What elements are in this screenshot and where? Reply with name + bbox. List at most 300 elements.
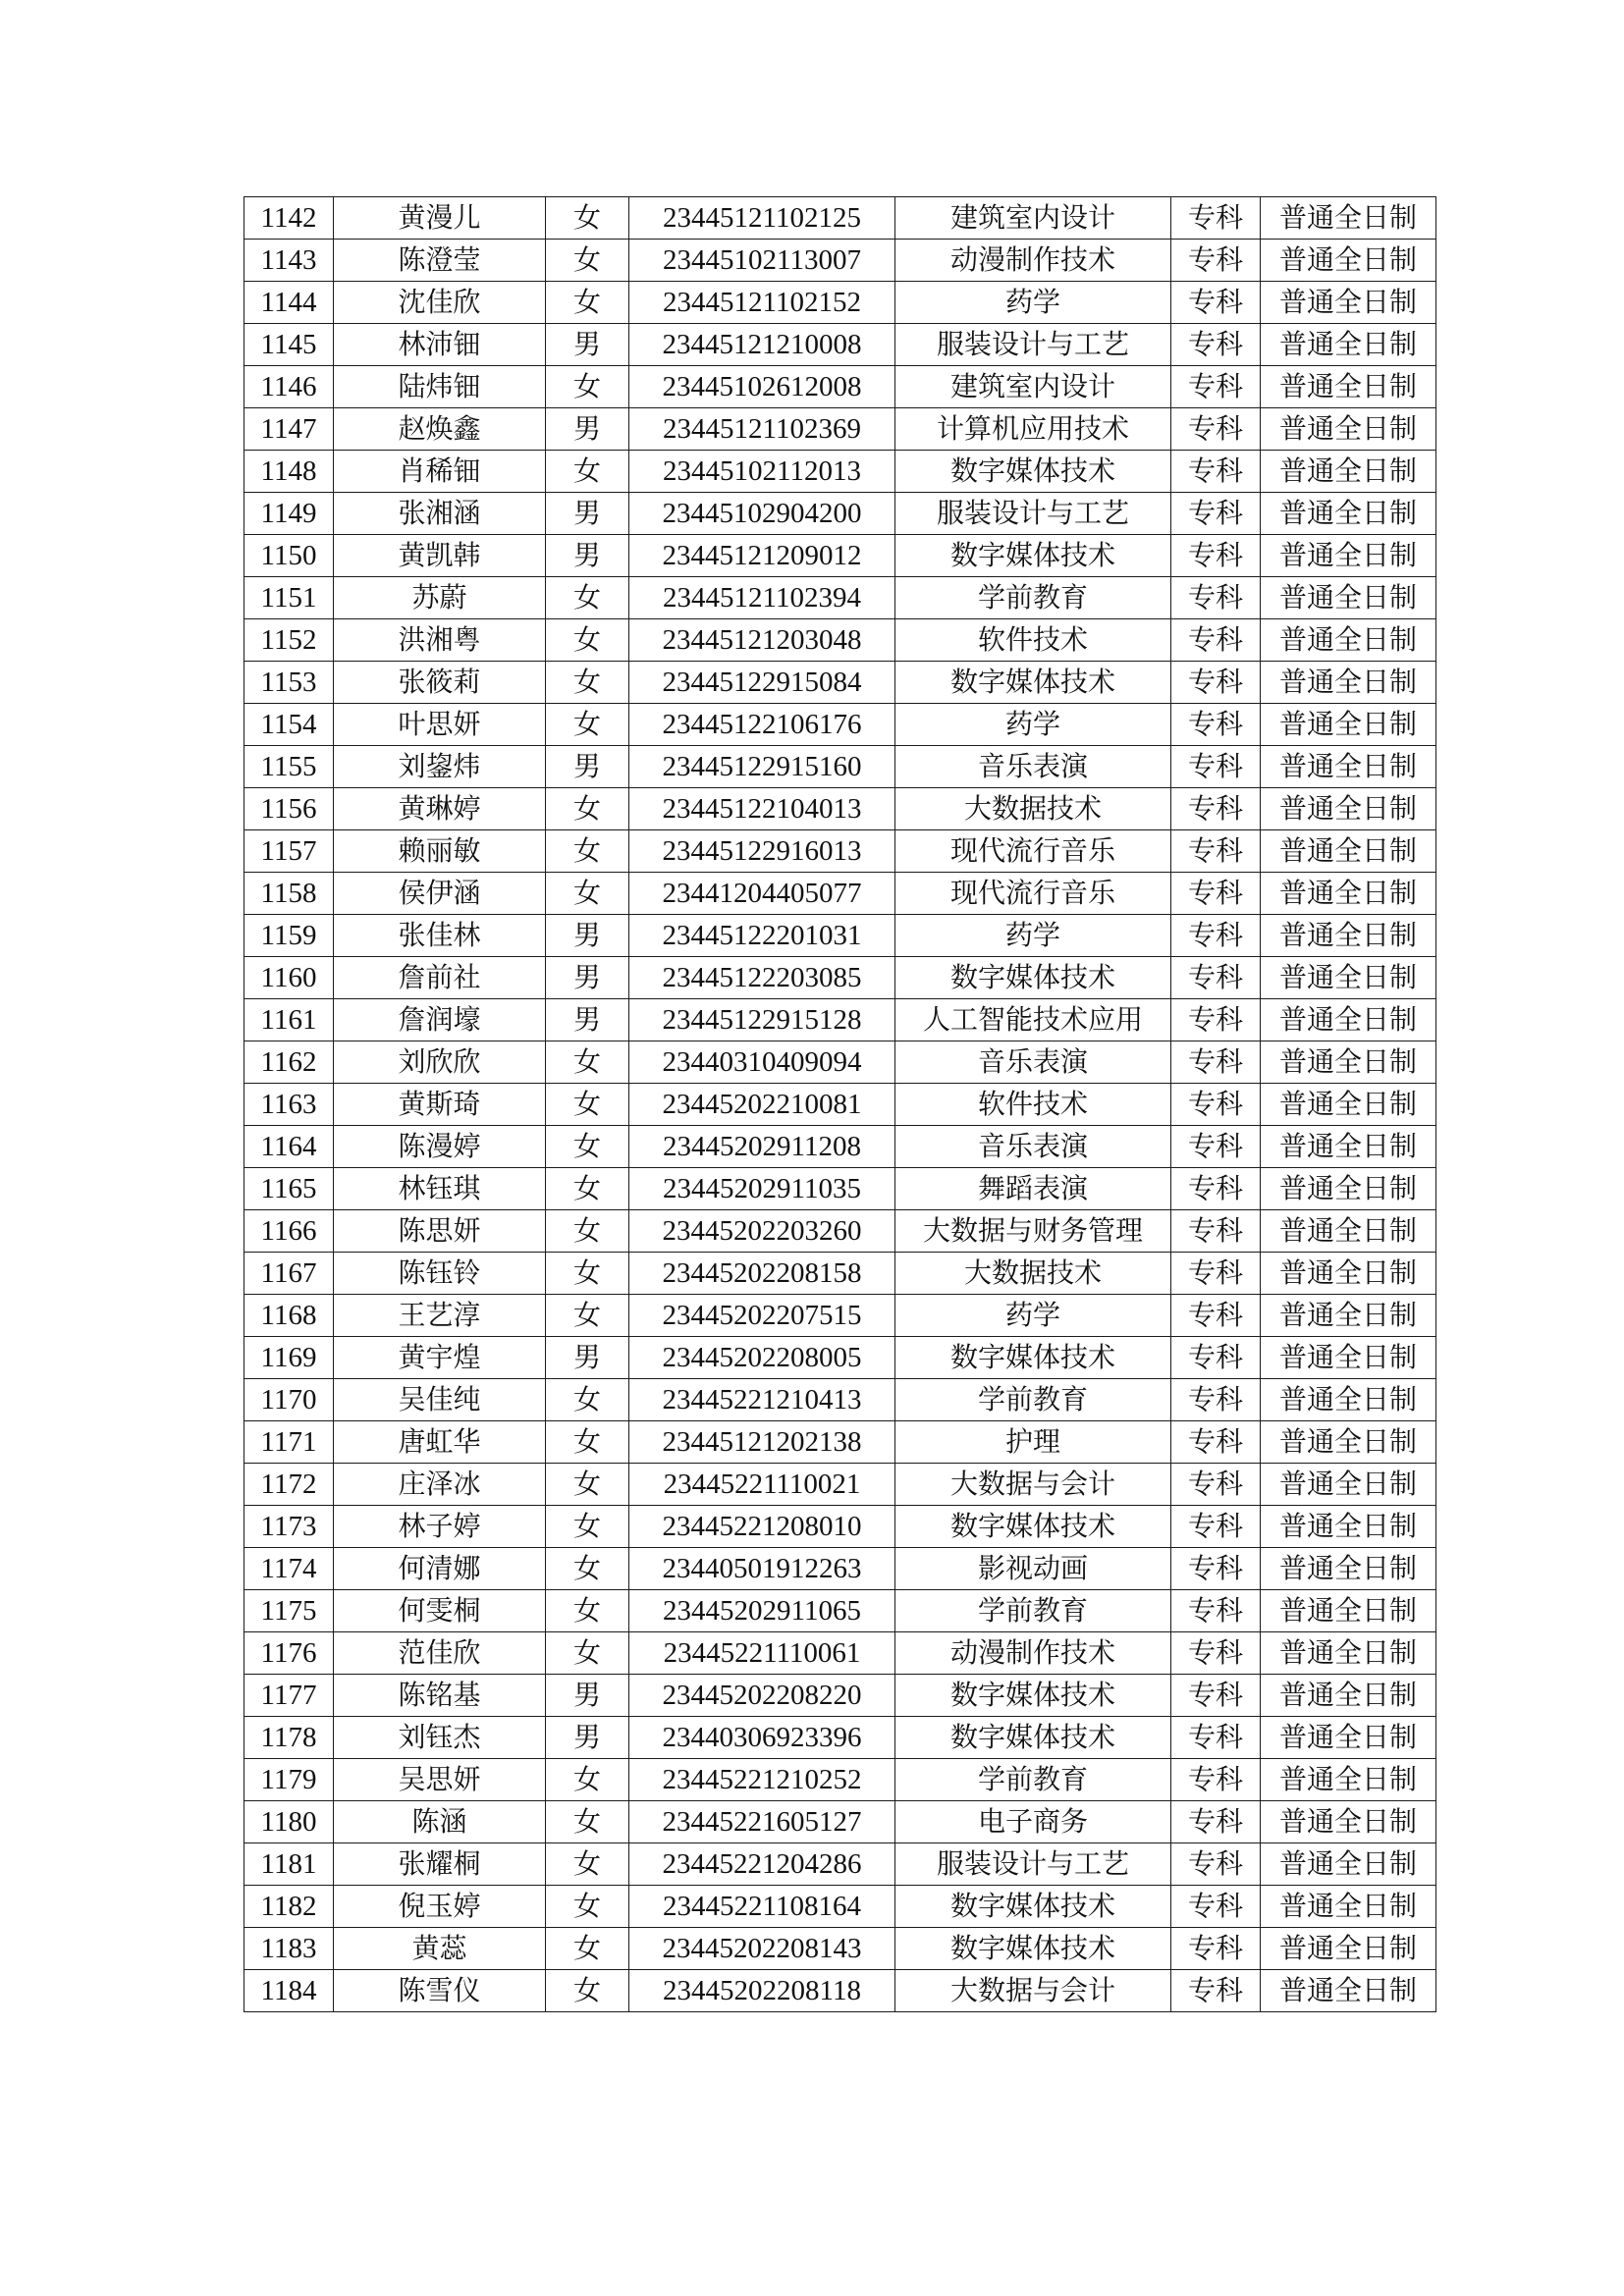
table-row xyxy=(244,1590,1436,1632)
sequence-number-cell: 1173 xyxy=(244,1506,334,1548)
education-level-cell: 专科 xyxy=(1171,1041,1261,1084)
table-row xyxy=(244,704,1436,746)
education-level-cell: 专科 xyxy=(1171,1464,1261,1506)
sequence-number-cell: 1153 xyxy=(244,662,334,704)
candidate-number-cell: 23445121203048 xyxy=(629,619,895,662)
candidate-number-cell: 23445202203260 xyxy=(629,1210,895,1253)
sequence-number-cell: 1157 xyxy=(244,830,334,873)
table-row xyxy=(244,999,1436,1041)
candidate-number-cell: 23445202208158 xyxy=(629,1253,895,1295)
table-row xyxy=(244,1295,1436,1337)
study-mode-cell: 普通全日制 xyxy=(1261,1210,1436,1253)
gender-cell: 男 xyxy=(546,915,629,957)
major-cell: 数字媒体技术 xyxy=(895,662,1171,704)
table-row xyxy=(244,1379,1436,1421)
study-mode-cell: 普通全日制 xyxy=(1261,1041,1436,1084)
candidate-number-cell: 23445122104013 xyxy=(629,788,895,830)
gender-cell: 女 xyxy=(546,1379,629,1421)
gender-cell: 女 xyxy=(546,1421,629,1464)
gender-cell: 女 xyxy=(546,451,629,493)
candidate-number-cell: 23445121202138 xyxy=(629,1421,895,1464)
study-mode-cell: 普通全日制 xyxy=(1261,493,1436,535)
sequence-number-cell: 1184 xyxy=(244,1970,334,2012)
sequence-number-cell: 1162 xyxy=(244,1041,334,1084)
table-row xyxy=(244,197,1436,240)
sequence-number-cell: 1172 xyxy=(244,1464,334,1506)
table-row xyxy=(244,1253,1436,1295)
study-mode-cell: 普通全日制 xyxy=(1261,746,1436,788)
student-name-cell: 张佳林 xyxy=(334,915,546,957)
sequence-number-cell: 1149 xyxy=(244,493,334,535)
candidate-number-cell: 23445121102394 xyxy=(629,577,895,619)
candidate-number-cell: 23440306923396 xyxy=(629,1717,895,1759)
sequence-number-cell: 1177 xyxy=(244,1675,334,1717)
education-level-cell: 专科 xyxy=(1171,324,1261,366)
study-mode-cell: 普通全日制 xyxy=(1261,1548,1436,1590)
candidate-number-cell: 23445221110021 xyxy=(629,1464,895,1506)
education-level-cell: 专科 xyxy=(1171,1886,1261,1928)
sequence-number-cell: 1146 xyxy=(244,366,334,408)
major-cell: 计算机应用技术 xyxy=(895,408,1171,451)
gender-cell: 女 xyxy=(546,619,629,662)
student-name-cell: 黄宇煌 xyxy=(334,1337,546,1379)
candidate-number-cell: 23445221108164 xyxy=(629,1886,895,1928)
major-cell: 建筑室内设计 xyxy=(895,366,1171,408)
gender-cell: 女 xyxy=(546,1970,629,2012)
education-level-cell: 专科 xyxy=(1171,704,1261,746)
gender-cell: 女 xyxy=(546,1886,629,1928)
student-name-cell: 侯伊涵 xyxy=(334,873,546,915)
candidate-number-cell: 23445221208010 xyxy=(629,1506,895,1548)
study-mode-cell: 普通全日制 xyxy=(1261,1970,1436,2012)
major-cell: 音乐表演 xyxy=(895,1126,1171,1168)
study-mode-cell: 普通全日制 xyxy=(1261,1886,1436,1928)
study-mode-cell: 普通全日制 xyxy=(1261,1168,1436,1210)
sequence-number-cell: 1143 xyxy=(244,240,334,282)
candidate-number-cell: 23445122203085 xyxy=(629,957,895,999)
education-level-cell: 专科 xyxy=(1171,451,1261,493)
sequence-number-cell: 1164 xyxy=(244,1126,334,1168)
education-level-cell: 专科 xyxy=(1171,535,1261,577)
gender-cell: 女 xyxy=(546,282,629,324)
candidate-number-cell: 23445202208143 xyxy=(629,1928,895,1970)
sequence-number-cell: 1142 xyxy=(244,197,334,240)
education-level-cell: 专科 xyxy=(1171,240,1261,282)
education-level-cell: 专科 xyxy=(1171,1210,1261,1253)
student-name-cell: 刘钰杰 xyxy=(334,1717,546,1759)
study-mode-cell: 普通全日制 xyxy=(1261,408,1436,451)
sequence-number-cell: 1174 xyxy=(244,1548,334,1590)
major-cell: 现代流行音乐 xyxy=(895,873,1171,915)
table-row xyxy=(244,1041,1436,1084)
education-level-cell: 专科 xyxy=(1171,1590,1261,1632)
gender-cell: 女 xyxy=(546,1632,629,1675)
major-cell: 护理 xyxy=(895,1421,1171,1464)
study-mode-cell: 普通全日制 xyxy=(1261,704,1436,746)
education-level-cell: 专科 xyxy=(1171,1970,1261,2012)
education-level-cell: 专科 xyxy=(1171,1421,1261,1464)
major-cell: 大数据技术 xyxy=(895,1253,1171,1295)
sequence-number-cell: 1145 xyxy=(244,324,334,366)
table-row xyxy=(244,535,1436,577)
education-level-cell: 专科 xyxy=(1171,788,1261,830)
student-name-cell: 洪湘粤 xyxy=(334,619,546,662)
candidate-number-cell: 23441204405077 xyxy=(629,873,895,915)
student-name-cell: 赵焕鑫 xyxy=(334,408,546,451)
major-cell: 学前教育 xyxy=(895,1590,1171,1632)
major-cell: 数字媒体技术 xyxy=(895,535,1171,577)
gender-cell: 女 xyxy=(546,1801,629,1843)
table-row xyxy=(244,1759,1436,1801)
sequence-number-cell: 1151 xyxy=(244,577,334,619)
table-row xyxy=(244,493,1436,535)
table-row xyxy=(244,240,1436,282)
education-level-cell: 专科 xyxy=(1171,366,1261,408)
study-mode-cell: 普通全日制 xyxy=(1261,1506,1436,1548)
student-name-cell: 刘鋆炜 xyxy=(334,746,546,788)
table-row xyxy=(244,1717,1436,1759)
student-name-cell: 陈澄莹 xyxy=(334,240,546,282)
table-row xyxy=(244,324,1436,366)
table-row xyxy=(244,577,1436,619)
candidate-number-cell: 23445202208220 xyxy=(629,1675,895,1717)
education-level-cell: 专科 xyxy=(1171,873,1261,915)
gender-cell: 女 xyxy=(546,1928,629,1970)
major-cell: 大数据与财务管理 xyxy=(895,1210,1171,1253)
education-level-cell: 专科 xyxy=(1171,1801,1261,1843)
major-cell: 数字媒体技术 xyxy=(895,1337,1171,1379)
table-row xyxy=(244,830,1436,873)
major-cell: 软件技术 xyxy=(895,619,1171,662)
gender-cell: 女 xyxy=(546,197,629,240)
table-row xyxy=(244,1210,1436,1253)
candidate-number-cell: 23445202207515 xyxy=(629,1295,895,1337)
study-mode-cell: 普通全日制 xyxy=(1261,535,1436,577)
sequence-number-cell: 1161 xyxy=(244,999,334,1041)
sequence-number-cell: 1144 xyxy=(244,282,334,324)
sequence-number-cell: 1148 xyxy=(244,451,334,493)
sequence-number-cell: 1165 xyxy=(244,1168,334,1210)
gender-cell: 女 xyxy=(546,1295,629,1337)
major-cell: 学前教育 xyxy=(895,1379,1171,1421)
gender-cell: 女 xyxy=(546,240,629,282)
candidate-number-cell: 23445122915128 xyxy=(629,999,895,1041)
education-level-cell: 专科 xyxy=(1171,1337,1261,1379)
education-level-cell: 专科 xyxy=(1171,197,1261,240)
education-level-cell: 专科 xyxy=(1171,1632,1261,1675)
sequence-number-cell: 1166 xyxy=(244,1210,334,1253)
major-cell: 建筑室内设计 xyxy=(895,197,1171,240)
sequence-number-cell: 1150 xyxy=(244,535,334,577)
student-name-cell: 何清娜 xyxy=(334,1548,546,1590)
table-row xyxy=(244,957,1436,999)
major-cell: 数字媒体技术 xyxy=(895,957,1171,999)
study-mode-cell: 普通全日制 xyxy=(1261,1253,1436,1295)
study-mode-cell: 普通全日制 xyxy=(1261,1717,1436,1759)
table-row xyxy=(244,1548,1436,1590)
student-name-cell: 张湘涵 xyxy=(334,493,546,535)
gender-cell: 女 xyxy=(546,1210,629,1253)
major-cell: 现代流行音乐 xyxy=(895,830,1171,873)
table-row xyxy=(244,788,1436,830)
major-cell: 动漫制作技术 xyxy=(895,240,1171,282)
education-level-cell: 专科 xyxy=(1171,1928,1261,1970)
major-cell: 影视动画 xyxy=(895,1548,1171,1590)
sequence-number-cell: 1179 xyxy=(244,1759,334,1801)
table-row xyxy=(244,1168,1436,1210)
table-row xyxy=(244,1886,1436,1928)
study-mode-cell: 普通全日制 xyxy=(1261,999,1436,1041)
study-mode-cell: 普通全日制 xyxy=(1261,1126,1436,1168)
major-cell: 药学 xyxy=(895,282,1171,324)
student-name-cell: 黄斯琦 xyxy=(334,1084,546,1126)
sequence-number-cell: 1156 xyxy=(244,788,334,830)
table-row xyxy=(244,366,1436,408)
candidate-number-cell: 23445121102369 xyxy=(629,408,895,451)
sequence-number-cell: 1180 xyxy=(244,1801,334,1843)
student-name-cell: 林沛钿 xyxy=(334,324,546,366)
sequence-number-cell: 1159 xyxy=(244,915,334,957)
candidate-number-cell: 23445202911035 xyxy=(629,1168,895,1210)
study-mode-cell: 普通全日制 xyxy=(1261,1801,1436,1843)
sequence-number-cell: 1181 xyxy=(244,1843,334,1886)
major-cell: 药学 xyxy=(895,704,1171,746)
table-row xyxy=(244,662,1436,704)
major-cell: 数字媒体技术 xyxy=(895,1675,1171,1717)
major-cell: 舞蹈表演 xyxy=(895,1168,1171,1210)
major-cell: 音乐表演 xyxy=(895,1041,1171,1084)
education-level-cell: 专科 xyxy=(1171,662,1261,704)
gender-cell: 男 xyxy=(546,999,629,1041)
major-cell: 服装设计与工艺 xyxy=(895,324,1171,366)
table-row xyxy=(244,1801,1436,1843)
major-cell: 音乐表演 xyxy=(895,746,1171,788)
education-level-cell: 专科 xyxy=(1171,1548,1261,1590)
gender-cell: 女 xyxy=(546,1253,629,1295)
education-level-cell: 专科 xyxy=(1171,1126,1261,1168)
candidate-number-cell: 23445221210252 xyxy=(629,1759,895,1801)
table-row xyxy=(244,1421,1436,1464)
major-cell: 学前教育 xyxy=(895,577,1171,619)
candidate-number-cell: 23445102112013 xyxy=(629,451,895,493)
major-cell: 服装设计与工艺 xyxy=(895,493,1171,535)
table-row xyxy=(244,619,1436,662)
sequence-number-cell: 1160 xyxy=(244,957,334,999)
student-name-cell: 张筱莉 xyxy=(334,662,546,704)
major-cell: 软件技术 xyxy=(895,1084,1171,1126)
gender-cell: 女 xyxy=(546,1506,629,1548)
study-mode-cell: 普通全日制 xyxy=(1261,324,1436,366)
education-level-cell: 专科 xyxy=(1171,957,1261,999)
candidate-number-cell: 23445221110061 xyxy=(629,1632,895,1675)
gender-cell: 男 xyxy=(546,1675,629,1717)
gender-cell: 女 xyxy=(546,1590,629,1632)
gender-cell: 女 xyxy=(546,366,629,408)
table-row xyxy=(244,915,1436,957)
study-mode-cell: 普通全日制 xyxy=(1261,662,1436,704)
gender-cell: 女 xyxy=(546,1126,629,1168)
student-name-cell: 吴佳纯 xyxy=(334,1379,546,1421)
gender-cell: 女 xyxy=(546,704,629,746)
education-level-cell: 专科 xyxy=(1171,1843,1261,1886)
student-name-cell: 陈钰铃 xyxy=(334,1253,546,1295)
table-row xyxy=(244,1632,1436,1675)
study-mode-cell: 普通全日制 xyxy=(1261,1843,1436,1886)
candidate-number-cell: 23445102113007 xyxy=(629,240,895,282)
sequence-number-cell: 1169 xyxy=(244,1337,334,1379)
table-row xyxy=(244,873,1436,915)
student-name-cell: 王艺淳 xyxy=(334,1295,546,1337)
gender-cell: 男 xyxy=(546,746,629,788)
candidate-number-cell: 23445122201031 xyxy=(629,915,895,957)
study-mode-cell: 普通全日制 xyxy=(1261,451,1436,493)
sequence-number-cell: 1183 xyxy=(244,1928,334,1970)
education-level-cell: 专科 xyxy=(1171,1675,1261,1717)
study-mode-cell: 普通全日制 xyxy=(1261,282,1436,324)
candidate-number-cell: 23445221605127 xyxy=(629,1801,895,1843)
study-mode-cell: 普通全日制 xyxy=(1261,240,1436,282)
gender-cell: 男 xyxy=(546,957,629,999)
education-level-cell: 专科 xyxy=(1171,493,1261,535)
education-level-cell: 专科 xyxy=(1171,915,1261,957)
student-name-cell: 詹润壕 xyxy=(334,999,546,1041)
candidate-number-cell: 23445122916013 xyxy=(629,830,895,873)
candidate-number-cell: 23445122915160 xyxy=(629,746,895,788)
student-name-cell: 林子婷 xyxy=(334,1506,546,1548)
table-row xyxy=(244,282,1436,324)
candidate-number-cell: 23445221210413 xyxy=(629,1379,895,1421)
table-row xyxy=(244,1464,1436,1506)
student-name-cell: 赖丽敏 xyxy=(334,830,546,873)
gender-cell: 男 xyxy=(546,493,629,535)
gender-cell: 男 xyxy=(546,324,629,366)
student-name-cell: 黄琳婷 xyxy=(334,788,546,830)
education-level-cell: 专科 xyxy=(1171,408,1261,451)
student-name-cell: 吴思妍 xyxy=(334,1759,546,1801)
study-mode-cell: 普通全日制 xyxy=(1261,577,1436,619)
sequence-number-cell: 1175 xyxy=(244,1590,334,1632)
student-name-cell: 陆炜钿 xyxy=(334,366,546,408)
education-level-cell: 专科 xyxy=(1171,1295,1261,1337)
sequence-number-cell: 1178 xyxy=(244,1717,334,1759)
sequence-number-cell: 1182 xyxy=(244,1886,334,1928)
candidate-number-cell: 23445121102125 xyxy=(629,197,895,240)
candidate-number-cell: 23440310409094 xyxy=(629,1041,895,1084)
table-row xyxy=(244,1843,1436,1886)
major-cell: 药学 xyxy=(895,915,1171,957)
student-name-cell: 黄漫儿 xyxy=(334,197,546,240)
study-mode-cell: 普通全日制 xyxy=(1261,1464,1436,1506)
gender-cell: 女 xyxy=(546,1759,629,1801)
gender-cell: 女 xyxy=(546,1464,629,1506)
gender-cell: 女 xyxy=(546,662,629,704)
candidate-number-cell: 23445202208005 xyxy=(629,1337,895,1379)
candidate-number-cell: 23445102904200 xyxy=(629,493,895,535)
candidate-number-cell: 23445202210081 xyxy=(629,1084,895,1126)
table-row xyxy=(244,1337,1436,1379)
major-cell: 人工智能技术应用 xyxy=(895,999,1171,1041)
education-level-cell: 专科 xyxy=(1171,1506,1261,1548)
major-cell: 数字媒体技术 xyxy=(895,1928,1171,1970)
student-name-cell: 黄凯韩 xyxy=(334,535,546,577)
student-roster-table xyxy=(244,196,1436,2012)
major-cell: 电子商务 xyxy=(895,1801,1171,1843)
sequence-number-cell: 1155 xyxy=(244,746,334,788)
candidate-number-cell: 23445122915084 xyxy=(629,662,895,704)
student-roster-sheet xyxy=(244,196,1435,2012)
sequence-number-cell: 1147 xyxy=(244,408,334,451)
candidate-number-cell: 23445122106176 xyxy=(629,704,895,746)
sequence-number-cell: 1158 xyxy=(244,873,334,915)
sequence-number-cell: 1152 xyxy=(244,619,334,662)
student-name-cell: 张耀桐 xyxy=(334,1843,546,1886)
major-cell: 学前教育 xyxy=(895,1759,1171,1801)
gender-cell: 男 xyxy=(546,408,629,451)
study-mode-cell: 普通全日制 xyxy=(1261,915,1436,957)
study-mode-cell: 普通全日制 xyxy=(1261,197,1436,240)
sequence-number-cell: 1171 xyxy=(244,1421,334,1464)
candidate-number-cell: 23445121209012 xyxy=(629,535,895,577)
study-mode-cell: 普通全日制 xyxy=(1261,1759,1436,1801)
gender-cell: 女 xyxy=(546,1084,629,1126)
sequence-number-cell: 1170 xyxy=(244,1379,334,1421)
education-level-cell: 专科 xyxy=(1171,1168,1261,1210)
major-cell: 数字媒体技术 xyxy=(895,1717,1171,1759)
student-name-cell: 倪玉婷 xyxy=(334,1886,546,1928)
education-level-cell: 专科 xyxy=(1171,619,1261,662)
gender-cell: 女 xyxy=(546,788,629,830)
candidate-number-cell: 23445202208118 xyxy=(629,1970,895,2012)
gender-cell: 男 xyxy=(546,1717,629,1759)
table-row xyxy=(244,1126,1436,1168)
major-cell: 服装设计与工艺 xyxy=(895,1843,1171,1886)
gender-cell: 女 xyxy=(546,1843,629,1886)
sequence-number-cell: 1176 xyxy=(244,1632,334,1675)
major-cell: 数字媒体技术 xyxy=(895,1886,1171,1928)
education-level-cell: 专科 xyxy=(1171,999,1261,1041)
student-name-cell: 肖稀钿 xyxy=(334,451,546,493)
education-level-cell: 专科 xyxy=(1171,1084,1261,1126)
study-mode-cell: 普通全日制 xyxy=(1261,1928,1436,1970)
sequence-number-cell: 1167 xyxy=(244,1253,334,1295)
student-name-cell: 沈佳欣 xyxy=(334,282,546,324)
major-cell: 药学 xyxy=(895,1295,1171,1337)
major-cell: 大数据技术 xyxy=(895,788,1171,830)
table-row xyxy=(244,1675,1436,1717)
roster-body xyxy=(244,197,1436,2012)
gender-cell: 女 xyxy=(546,1168,629,1210)
study-mode-cell: 普通全日制 xyxy=(1261,1379,1436,1421)
table-row xyxy=(244,1928,1436,1970)
sequence-number-cell: 1163 xyxy=(244,1084,334,1126)
student-name-cell: 苏蔚 xyxy=(334,577,546,619)
table-row xyxy=(244,451,1436,493)
major-cell: 动漫制作技术 xyxy=(895,1632,1171,1675)
study-mode-cell: 普通全日制 xyxy=(1261,1675,1436,1717)
table-row xyxy=(244,1084,1436,1126)
table-row xyxy=(244,408,1436,451)
student-name-cell: 范佳欣 xyxy=(334,1632,546,1675)
education-level-cell: 专科 xyxy=(1171,1717,1261,1759)
study-mode-cell: 普通全日制 xyxy=(1261,1295,1436,1337)
major-cell: 数字媒体技术 xyxy=(895,1506,1171,1548)
study-mode-cell: 普通全日制 xyxy=(1261,366,1436,408)
study-mode-cell: 普通全日制 xyxy=(1261,788,1436,830)
gender-cell: 女 xyxy=(546,873,629,915)
sequence-number-cell: 1154 xyxy=(244,704,334,746)
gender-cell: 女 xyxy=(546,1548,629,1590)
student-name-cell: 陈铭基 xyxy=(334,1675,546,1717)
